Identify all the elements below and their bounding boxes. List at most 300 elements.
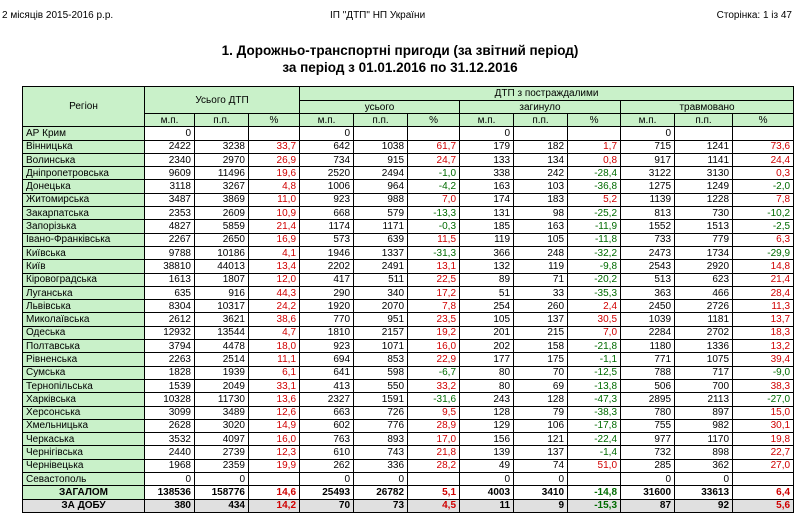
victims-prev: 770 <box>300 313 354 326</box>
killed-prev: 156 <box>460 433 514 446</box>
injured-cur <box>675 127 733 140</box>
injured-pct: -2,0 <box>733 180 794 193</box>
total-prev: 635 <box>145 286 195 299</box>
total-cur: 2739 <box>195 446 249 459</box>
report-period: 2 місяців 2015-2016 р.р. <box>2 10 114 21</box>
killed-prev: 133 <box>460 153 514 166</box>
killed-pct: -35,3 <box>568 286 621 299</box>
victims-pct: 19,2 <box>408 326 460 339</box>
total-cur: 3020 <box>195 419 249 432</box>
killed-cur: 79 <box>514 406 568 419</box>
killed-prev: 80 <box>460 366 514 379</box>
total-row <box>23 486 794 499</box>
killed-prev: 243 <box>460 393 514 406</box>
total-cur: 1807 <box>195 273 249 286</box>
victims-cur: 1591 <box>354 393 408 406</box>
killed-cur: 158 <box>514 340 568 353</box>
injured-prev: 733 <box>621 233 675 246</box>
subheader-current-year: п.п. <box>195 114 249 127</box>
killed-cur: 163 <box>514 220 568 233</box>
injured-prev: 363 <box>621 286 675 299</box>
injured-prev: 977 <box>621 433 675 446</box>
total-cur: 158776 <box>195 486 249 499</box>
table-row <box>23 459 794 472</box>
total-pct: 19,6 <box>249 167 300 180</box>
total-pct: 38,6 <box>249 313 300 326</box>
injured-pct: 14,8 <box>733 260 794 273</box>
total-pct: 13,4 <box>249 260 300 273</box>
killed-prev: 89 <box>460 273 514 286</box>
victims-cur: 2070 <box>354 300 408 313</box>
total-prev: 1539 <box>145 379 195 392</box>
subheader-current-year: п.п. <box>354 114 408 127</box>
region-cell: ЗА ДОБУ <box>23 499 145 512</box>
killed-cur: 137 <box>514 446 568 459</box>
total-prev: 9788 <box>145 246 195 259</box>
injured-prev: 0 <box>621 127 675 140</box>
injured-prev: 1180 <box>621 340 675 353</box>
victims-prev: 763 <box>300 433 354 446</box>
subheader-prev-year: м.п. <box>145 114 195 127</box>
killed-prev: 338 <box>460 167 514 180</box>
injured-pct <box>733 473 794 486</box>
title-line-2: за період з 01.01.2016 по 31.12.2016 <box>282 60 518 75</box>
victims-cur: 639 <box>354 233 408 246</box>
victims-pct: 23,5 <box>408 313 460 326</box>
victims-pct: -13,3 <box>408 207 460 220</box>
subheader-percent: % <box>408 114 460 127</box>
total-prev: 2612 <box>145 313 195 326</box>
region-cell: Харківська <box>23 393 145 406</box>
header-victims-all: усього <box>300 101 460 114</box>
victims-pct: 61,7 <box>408 140 460 153</box>
injured-cur: 362 <box>675 459 733 472</box>
total-prev: 2628 <box>145 419 195 432</box>
total-cur: 4097 <box>195 433 249 446</box>
injured-pct: -10,2 <box>733 207 794 220</box>
total-prev: 10328 <box>145 393 195 406</box>
victims-pct: 7,0 <box>408 193 460 206</box>
injured-pct <box>733 127 794 140</box>
region-cell: Волинська <box>23 153 145 166</box>
total-prev: 38810 <box>145 260 195 273</box>
killed-cur: 69 <box>514 379 568 392</box>
table-row <box>23 193 794 206</box>
total-cur: 3238 <box>195 140 249 153</box>
victims-prev: 2520 <box>300 167 354 180</box>
killed-pct: -15,3 <box>568 499 621 512</box>
killed-pct: -13,8 <box>568 379 621 392</box>
total-cur: 4478 <box>195 340 249 353</box>
injured-prev: 732 <box>621 446 675 459</box>
total-cur: 13544 <box>195 326 249 339</box>
victims-pct <box>408 127 460 140</box>
victims-prev: 641 <box>300 366 354 379</box>
killed-cur: 9 <box>514 499 568 512</box>
injured-cur: 0 <box>675 473 733 486</box>
victims-pct: 24,7 <box>408 153 460 166</box>
total-prev: 3099 <box>145 406 195 419</box>
killed-prev: 185 <box>460 220 514 233</box>
subheader-current-year: п.п. <box>675 114 733 127</box>
total-prev: 2340 <box>145 153 195 166</box>
victims-prev: 1174 <box>300 220 354 233</box>
table-row <box>23 313 794 326</box>
injured-cur: 1513 <box>675 220 733 233</box>
header-total-accidents: Усього ДТП <box>145 87 300 114</box>
injured-prev: 715 <box>621 140 675 153</box>
region-cell: Київська <box>23 246 145 259</box>
total-prev: 1613 <box>145 273 195 286</box>
injured-cur: 1170 <box>675 433 733 446</box>
table-row <box>23 127 794 140</box>
header-injured: травмовано <box>621 101 794 114</box>
daily-row <box>23 499 794 512</box>
victims-pct: -1,0 <box>408 167 460 180</box>
killed-cur: 71 <box>514 273 568 286</box>
victims-cur: 964 <box>354 180 408 193</box>
killed-cur: 128 <box>514 393 568 406</box>
killed-cur <box>514 127 568 140</box>
killed-prev: 174 <box>460 193 514 206</box>
injured-cur: 897 <box>675 406 733 419</box>
injured-cur: 466 <box>675 286 733 299</box>
total-pct: 26,9 <box>249 153 300 166</box>
injured-prev: 1139 <box>621 193 675 206</box>
region-cell: ЗАГАЛОМ <box>23 486 145 499</box>
victims-pct: -4,2 <box>408 180 460 193</box>
killed-pct: -21,8 <box>568 340 621 353</box>
injured-pct: 30,1 <box>733 419 794 432</box>
killed-prev: 105 <box>460 313 514 326</box>
victims-pct: 21,8 <box>408 446 460 459</box>
victims-prev: 0 <box>300 473 354 486</box>
region-cell: Чернівецька <box>23 459 145 472</box>
victims-cur: 853 <box>354 353 408 366</box>
victims-pct: -31,3 <box>408 246 460 259</box>
injured-pct: 22,7 <box>733 446 794 459</box>
killed-pct: 1,7 <box>568 140 621 153</box>
total-pct: 11,0 <box>249 193 300 206</box>
total-cur: 11496 <box>195 167 249 180</box>
injured-pct: -2,5 <box>733 220 794 233</box>
total-pct: 12,0 <box>249 273 300 286</box>
total-prev: 3532 <box>145 433 195 446</box>
region-cell: Полтавська <box>23 340 145 353</box>
region-cell: Кіровоградська <box>23 273 145 286</box>
injured-prev: 755 <box>621 419 675 432</box>
victims-prev: 602 <box>300 419 354 432</box>
total-prev: 2440 <box>145 446 195 459</box>
total-pct: 16,9 <box>249 233 300 246</box>
victims-prev: 70 <box>300 499 354 512</box>
victims-pct: 28,2 <box>408 459 460 472</box>
total-cur: 434 <box>195 499 249 512</box>
killed-prev: 177 <box>460 353 514 366</box>
killed-pct: -12,5 <box>568 366 621 379</box>
injured-prev: 1552 <box>621 220 675 233</box>
total-pct: 18,0 <box>249 340 300 353</box>
killed-prev: 366 <box>460 246 514 259</box>
region-cell: Севастополь <box>23 473 145 486</box>
victims-cur: 2157 <box>354 326 408 339</box>
killed-cur: 33 <box>514 286 568 299</box>
victims-prev: 417 <box>300 273 354 286</box>
total-prev: 2267 <box>145 233 195 246</box>
total-cur: 3621 <box>195 313 249 326</box>
killed-pct: -20,2 <box>568 273 621 286</box>
killed-prev: 254 <box>460 300 514 313</box>
injured-prev: 513 <box>621 273 675 286</box>
total-pct: 13,6 <box>249 393 300 406</box>
victims-cur: 579 <box>354 207 408 220</box>
injured-pct: 5,6 <box>733 499 794 512</box>
killed-pct: -38,3 <box>568 406 621 419</box>
victims-prev: 668 <box>300 207 354 220</box>
region-cell: Черкаська <box>23 433 145 446</box>
injured-pct: 19,8 <box>733 433 794 446</box>
killed-cur: 183 <box>514 193 568 206</box>
victims-cur: 1071 <box>354 340 408 353</box>
victims-cur: 336 <box>354 459 408 472</box>
killed-cur: 74 <box>514 459 568 472</box>
region-cell: Луганська <box>23 286 145 299</box>
injured-cur: 1181 <box>675 313 733 326</box>
table-row <box>23 286 794 299</box>
killed-pct: -9,8 <box>568 260 621 273</box>
injured-cur: 1141 <box>675 153 733 166</box>
killed-prev: 163 <box>460 180 514 193</box>
killed-prev: 201 <box>460 326 514 339</box>
total-pct: 4,1 <box>249 246 300 259</box>
victims-pct: 17,2 <box>408 286 460 299</box>
victims-cur: 26782 <box>354 486 408 499</box>
victims-prev: 734 <box>300 153 354 166</box>
injured-pct: 24,4 <box>733 153 794 166</box>
total-cur: 2049 <box>195 379 249 392</box>
killed-pct: 0,8 <box>568 153 621 166</box>
subheader-prev-year: м.п. <box>300 114 354 127</box>
killed-prev: 80 <box>460 379 514 392</box>
region-cell: Тернопільська <box>23 379 145 392</box>
injured-prev: 2450 <box>621 300 675 313</box>
region-cell: Івано-Франківська <box>23 233 145 246</box>
victims-prev: 923 <box>300 340 354 353</box>
victims-prev: 413 <box>300 379 354 392</box>
subheader-prev-year: м.п. <box>621 114 675 127</box>
total-cur: 2359 <box>195 459 249 472</box>
subheader-percent: % <box>733 114 794 127</box>
header-region: Регіон <box>23 87 145 127</box>
table-row <box>23 393 794 406</box>
injured-prev: 2473 <box>621 246 675 259</box>
table-body <box>23 127 794 513</box>
killed-prev: 49 <box>460 459 514 472</box>
table-row <box>23 153 794 166</box>
total-pct: 12,6 <box>249 406 300 419</box>
total-cur <box>195 127 249 140</box>
victims-prev: 642 <box>300 140 354 153</box>
victims-pct: -0,3 <box>408 220 460 233</box>
total-pct: 24,2 <box>249 300 300 313</box>
injured-cur: 1075 <box>675 353 733 366</box>
killed-cur: 119 <box>514 260 568 273</box>
victims-cur: 988 <box>354 193 408 206</box>
total-cur: 10317 <box>195 300 249 313</box>
victims-cur: 776 <box>354 419 408 432</box>
total-prev: 2353 <box>145 207 195 220</box>
injured-pct: 38,3 <box>733 379 794 392</box>
victims-cur: 73 <box>354 499 408 512</box>
total-pct: 33,1 <box>249 379 300 392</box>
region-cell: Миколаївська <box>23 313 145 326</box>
injured-prev: 780 <box>621 406 675 419</box>
victims-pct: 17,0 <box>408 433 460 446</box>
killed-prev: 51 <box>460 286 514 299</box>
killed-prev: 0 <box>460 473 514 486</box>
victims-prev: 0 <box>300 127 354 140</box>
killed-pct: -14,8 <box>568 486 621 499</box>
region-cell: Сумська <box>23 366 145 379</box>
total-prev: 12932 <box>145 326 195 339</box>
total-pct: 10,9 <box>249 207 300 220</box>
injured-cur: 2726 <box>675 300 733 313</box>
injured-prev: 1275 <box>621 180 675 193</box>
total-cur: 1939 <box>195 366 249 379</box>
injured-cur: 779 <box>675 233 733 246</box>
killed-cur: 137 <box>514 313 568 326</box>
injured-cur: 33613 <box>675 486 733 499</box>
victims-cur: 915 <box>354 153 408 166</box>
killed-cur: 70 <box>514 366 568 379</box>
victims-prev: 2202 <box>300 260 354 273</box>
victims-pct: 5,1 <box>408 486 460 499</box>
killed-cur: 134 <box>514 153 568 166</box>
victims-pct: 22,9 <box>408 353 460 366</box>
killed-cur: 248 <box>514 246 568 259</box>
injured-prev: 2895 <box>621 393 675 406</box>
victims-prev: 1946 <box>300 246 354 259</box>
total-cur: 0 <box>195 473 249 486</box>
total-pct: 6,1 <box>249 366 300 379</box>
total-pct: 19,9 <box>249 459 300 472</box>
total-pct: 21,4 <box>249 220 300 233</box>
injured-cur: 898 <box>675 446 733 459</box>
victims-pct <box>408 473 460 486</box>
killed-prev: 11 <box>460 499 514 512</box>
injured-prev: 31600 <box>621 486 675 499</box>
victims-cur: 726 <box>354 406 408 419</box>
total-prev: 4827 <box>145 220 195 233</box>
killed-pct: -36,8 <box>568 180 621 193</box>
victims-prev: 1006 <box>300 180 354 193</box>
killed-prev: 0 <box>460 127 514 140</box>
total-cur: 5859 <box>195 220 249 233</box>
victims-cur <box>354 127 408 140</box>
table-row <box>23 300 794 313</box>
total-pct: 4,7 <box>249 326 300 339</box>
injured-cur: 3130 <box>675 167 733 180</box>
table-row <box>23 220 794 233</box>
killed-cur: 242 <box>514 167 568 180</box>
total-prev: 138536 <box>145 486 195 499</box>
region-cell: Донецька <box>23 180 145 193</box>
killed-cur: 215 <box>514 326 568 339</box>
victims-pct: 9,5 <box>408 406 460 419</box>
killed-prev: 179 <box>460 140 514 153</box>
killed-cur: 182 <box>514 140 568 153</box>
total-cur: 916 <box>195 286 249 299</box>
subheader-current-year: п.п. <box>514 114 568 127</box>
killed-pct: 30,5 <box>568 313 621 326</box>
table-row <box>23 419 794 432</box>
injured-prev: 3122 <box>621 167 675 180</box>
killed-pct: 5,2 <box>568 193 621 206</box>
victims-pct: 13,1 <box>408 260 460 273</box>
total-pct: 16,0 <box>249 433 300 446</box>
title-line-1: 1. Дорожньо-транспортні пригоди (за звітний період) <box>221 43 579 58</box>
victims-prev: 1810 <box>300 326 354 339</box>
injured-cur: 2113 <box>675 393 733 406</box>
killed-pct <box>568 127 621 140</box>
injured-pct: 15,0 <box>733 406 794 419</box>
total-cur: 3489 <box>195 406 249 419</box>
injured-pct: 39,4 <box>733 353 794 366</box>
victims-prev: 610 <box>300 446 354 459</box>
victims-pct: 33,2 <box>408 379 460 392</box>
victims-prev: 694 <box>300 353 354 366</box>
killed-cur: 121 <box>514 433 568 446</box>
killed-prev: 119 <box>460 233 514 246</box>
total-pct: 12,3 <box>249 446 300 459</box>
region-cell: Хмельницька <box>23 419 145 432</box>
region-cell: Київ <box>23 260 145 273</box>
killed-cur: 106 <box>514 419 568 432</box>
killed-pct: -47,3 <box>568 393 621 406</box>
victims-pct: 22,5 <box>408 273 460 286</box>
region-cell: Рівненська <box>23 353 145 366</box>
table-row <box>23 446 794 459</box>
total-prev: 3487 <box>145 193 195 206</box>
injured-cur: 1249 <box>675 180 733 193</box>
injured-cur: 1241 <box>675 140 733 153</box>
injured-cur: 2702 <box>675 326 733 339</box>
injured-pct: 27,0 <box>733 459 794 472</box>
killed-pct: -32,2 <box>568 246 621 259</box>
table-row <box>23 233 794 246</box>
total-cur: 44013 <box>195 260 249 273</box>
injured-pct: 11,3 <box>733 300 794 313</box>
table-row <box>23 379 794 392</box>
injured-cur: 1734 <box>675 246 733 259</box>
victims-prev: 1920 <box>300 300 354 313</box>
victims-cur: 893 <box>354 433 408 446</box>
total-cur: 2650 <box>195 233 249 246</box>
victims-cur: 550 <box>354 379 408 392</box>
victims-cur: 743 <box>354 446 408 459</box>
victims-cur: 951 <box>354 313 408 326</box>
victims-pct: 16,0 <box>408 340 460 353</box>
subheader-percent: % <box>568 114 621 127</box>
injured-pct: -27,0 <box>733 393 794 406</box>
injured-pct: -9,0 <box>733 366 794 379</box>
total-prev: 1968 <box>145 459 195 472</box>
victims-pct: 7,8 <box>408 300 460 313</box>
killed-pct: -17,8 <box>568 419 621 432</box>
injured-cur: 717 <box>675 366 733 379</box>
table-row <box>23 473 794 486</box>
injured-cur: 623 <box>675 273 733 286</box>
